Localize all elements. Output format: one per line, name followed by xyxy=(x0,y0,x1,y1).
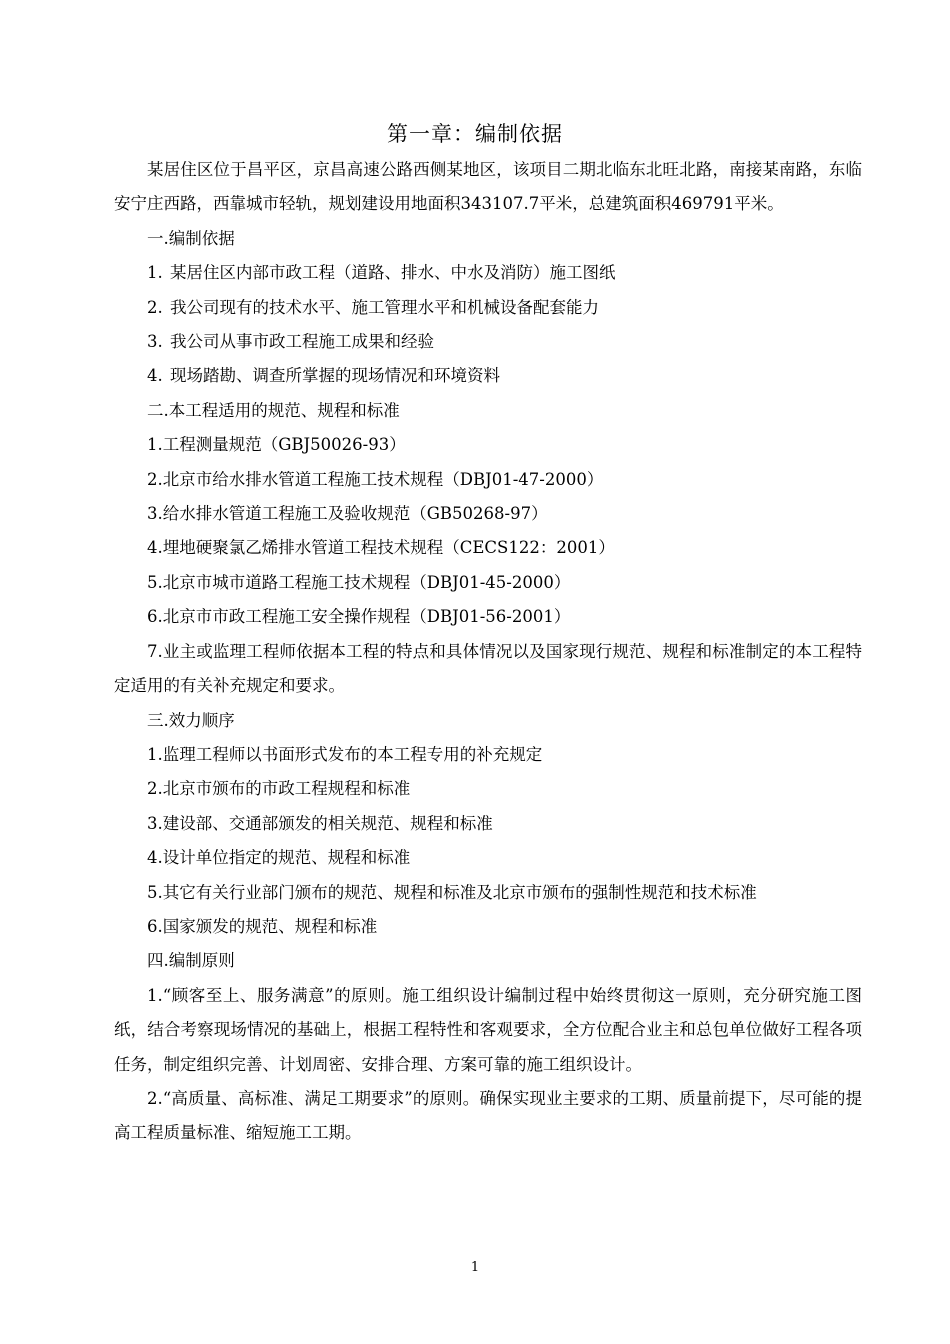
standard-item: 4.埋地硬聚氯乙烯排水管道工程技术规程（CECS122：2001） xyxy=(147,538,615,558)
basis-item: 1. 某居住区内部市政工程（道路、排水、中水及消防）施工图纸 xyxy=(147,263,616,283)
standard-item: 7.业主或监理工程师依据本工程的特点和具体情况以及国家现行规范、规程和标准制定的本工程特定适用的有关补充规定和要求。 xyxy=(114,641,862,696)
basis-item: 3. 我公司从事市政工程施工成果和经验 xyxy=(147,332,434,352)
standard-item: 5.北京市城市道路工程施工技术规程（DBJ01-45-2000） xyxy=(147,572,571,592)
precedence-item: 6.国家颁发的规范、规程和标准 xyxy=(147,916,378,936)
precedence-item: 3.建设部、交通部颁发的相关规范、规程和标准 xyxy=(147,813,493,833)
basis-item: 4. 现场踏勘、调查所掌握的现场情况和环境资料 xyxy=(147,366,500,386)
precedence-item: 5.其它有关行业部门颁布的规范、规程和标准及北京市颁布的强制性规范和技术标准 xyxy=(147,882,757,902)
principle-item: 2.“高质量、高标准、满足工期要求”的原则。确保实现业主要求的工期、质量前提下，尽可能的提高工程质量标准、缩短施工工期。 xyxy=(114,1088,862,1143)
principle-item: 1.“顾客至上、服务满意”的原则。施工组织设计编制过程中始终贯彻这一原则，充分研究施工图纸，结合考察现场情况的基础上，根据工程特性和客观要求，全方位配合业主和总包单位做好工程各项任务，制定组织完善、计划周密、安排合理、方案可靠的施工组织设计。 xyxy=(114,985,862,1074)
precedence-item: 4.设计单位指定的规范、规程和标准 xyxy=(147,848,411,868)
basis-item: 2. 我公司现有的技术水平、施工管理水平和机械设备配套能力 xyxy=(147,297,599,317)
section-heading-precedence: 三.效力顺序 xyxy=(147,710,235,730)
document-body xyxy=(114,153,862,1151)
standard-item: 1.工程测量规范（GBJ50026-93） xyxy=(147,435,406,455)
section-heading-basis: 一.编制依据 xyxy=(147,228,235,248)
precedence-item: 1.监理工程师以书面形式发布的本工程专用的补充规定 xyxy=(147,744,543,764)
intro-paragraph: 某居住区位于昌平区，京昌高速公路西侧某地区，该项目二期北临东北旺北路，南接某南路，东临安宁庄西路，西靠城市轻轨，规划建设用地面积343107.7平米，总建筑面积469791平米。 xyxy=(114,160,862,214)
section-heading-principles: 四.编制原则 xyxy=(147,951,235,971)
standard-item: 6.北京市市政工程施工安全操作规程（DBJ01-56-2001） xyxy=(147,607,571,627)
standard-item: 3.给水排水管道工程施工及验收规范（GB50268-97） xyxy=(147,504,548,524)
section-heading-standards: 二.本工程适用的规范、规程和标准 xyxy=(147,400,400,420)
standard-item: 2.北京市给水排水管道工程施工技术规程（DBJ01-47-2000） xyxy=(147,469,604,489)
chapter-title: 第一章：编制依据 xyxy=(387,122,563,146)
precedence-item: 2.北京市颁布的市政工程规程和标准 xyxy=(147,779,411,799)
page-number: 1 xyxy=(470,1260,480,1275)
